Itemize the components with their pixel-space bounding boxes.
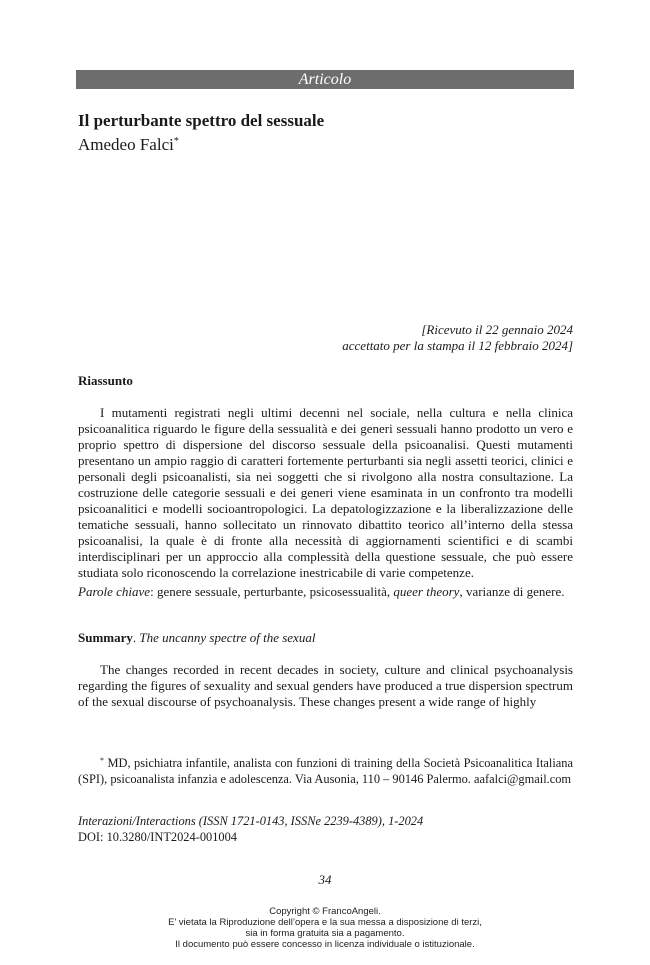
abstract-text: I mutamenti registrati negli ultimi decenni nel sociale, nella cultura e nella clinica psicoanalitica riguardo le figure della sessualità e dei generi sessuali hanno prodotto un vero e proprio spettro di dispersione del discorso sessuale della psicoanalisi. Questi mutamenti presentano un ampio raggio di caratteri fortemente perturbanti sia negli assetti teorici, clinici e personali degli psicoanalisti, sia nei soggetti che si rivolgono alla nostra consultazione. La costruzione delle categorie sessuali e dei generi viene esaminata in un confronto tra modelli psicoanalitici e modelli socioantropologici. La depatologizzazione e la liberalizzazione delle tematiche sessuali, hanno sollecitato un rinnovato dibattito teorico all’interno della stessa psicoanalisi, la quale è di fronte alla necessità di aggiornamenti scientifici e di scambi interdisciplinari per un approccio alla complessità della questione sessuale, che può essere studiata solo riconoscendo la correlazione inestricabile di varie competenze. bbox=[78, 405, 573, 580]
author-footnote-mark: * bbox=[173, 136, 179, 147]
accepted-line: accettato per la stampa il 12 febbraio 2024] bbox=[342, 338, 573, 353]
copyright-line: E’ vietata la Riproduzione dell’opera e la sua messa a disposizione di terzi, bbox=[168, 917, 482, 928]
footnote-mark: * bbox=[100, 756, 104, 765]
summary-heading: Summary. The uncanny spectre of the sexual bbox=[78, 630, 316, 645]
received-line: [Ricevuto il 22 gennaio 2024 bbox=[421, 322, 573, 337]
copyright-line: Il documento può essere concesso in licenza individuale o istituzionale. bbox=[175, 939, 475, 950]
article-author bbox=[78, 132, 179, 155]
author-footnote bbox=[78, 753, 573, 787]
article-title: Il perturbante spettro del sessuale bbox=[78, 111, 325, 130]
section-label-bar bbox=[76, 70, 574, 89]
copyright-notice bbox=[0, 906, 650, 950]
received-dates bbox=[300, 322, 573, 354]
journal-info bbox=[78, 813, 423, 845]
footnote-text: MD, psichiatra infantile, analista con funzioni di training della Società Psicoanalitica Italiana (SPI), psicoanalista infanzia e adolescenza. Via Ausonia, 110 – 90146 Palermo. aafalci@gmail.com bbox=[78, 756, 573, 786]
copyright-line: sia in forma gratuita sia a pagamento. bbox=[245, 928, 405, 939]
journal-citation: Interazioni/Interactions (ISSN 1721-0143, ISSNe 2239-4389), 1-2024 bbox=[78, 814, 424, 828]
section-label: Articolo bbox=[298, 71, 352, 88]
summary-label: Summary bbox=[78, 630, 133, 645]
author-name: Amedeo Falci bbox=[78, 135, 174, 154]
page-number: 34 bbox=[318, 872, 332, 887]
summary-title: The uncanny spectre of the sexual bbox=[139, 630, 316, 645]
keywords-list-part1: : genere sessuale, perturbante, psicosessualità, bbox=[150, 584, 394, 599]
keywords-label: Parole chiave bbox=[78, 584, 151, 599]
keywords-list-part2: , varianze di genere. bbox=[459, 584, 565, 599]
doi: DOI: 10.3280/INT2024-001004 bbox=[78, 830, 237, 844]
abstract-heading: Riassunto bbox=[78, 373, 133, 388]
keywords-italic-term: queer theory bbox=[393, 584, 460, 599]
keywords bbox=[78, 584, 573, 600]
copyright-line: Copyright © FrancoAngeli. bbox=[269, 906, 381, 917]
summary-text: The changes recorded in recent decades in society, culture and clinical psychoanalysis regarding the figures of sexuality and sexual genders have produced a true dispersion spectrum of the sexual discourse of psychoanalysis. These changes present a wide range of highly bbox=[78, 662, 573, 709]
